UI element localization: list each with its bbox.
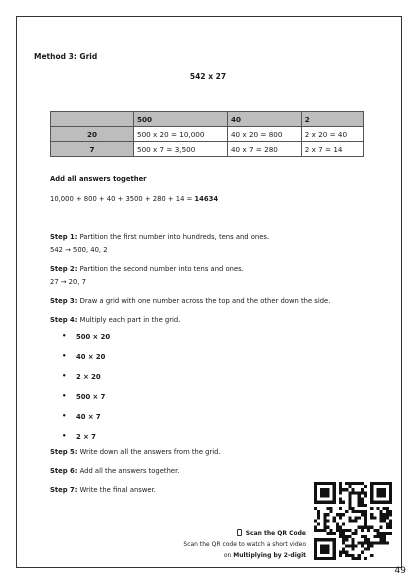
qr-line-1: Scan the QR code to watch a short video <box>183 541 306 548</box>
step-label: Step 3: <box>50 297 78 305</box>
step-3 <box>50 297 330 305</box>
add-heading: Add all answers together <box>50 175 147 183</box>
step-2 <box>50 265 244 273</box>
qr-line-2 <box>183 550 306 561</box>
grid-header-cell: 40 <box>227 112 301 127</box>
grid-table <box>50 111 364 157</box>
grid-header-row <box>51 112 364 127</box>
step-text: Add all the answers together. <box>79 467 180 475</box>
grid-corner-cell <box>51 112 134 127</box>
sum-line <box>50 195 218 203</box>
step-text: Write down all the answers from the grid. <box>79 448 221 456</box>
qr-code[interactable] <box>314 482 392 560</box>
page-number: 49 <box>394 566 406 576</box>
sum-result: 14634 <box>194 195 219 203</box>
multiplication-list <box>62 333 110 453</box>
step-text: Partition the second number into tens and ones. <box>79 265 244 273</box>
grid-row <box>51 127 364 142</box>
step-6 <box>50 467 179 475</box>
partition-second: 27 → 20, 7 <box>50 278 86 286</box>
phone-icon <box>237 529 242 536</box>
step-text: Draw a grid with one number across the top and the other down the side. <box>79 297 331 305</box>
list-item: • 500 × 7 <box>62 393 110 413</box>
qr-info <box>183 528 306 561</box>
list-item: • 500 × 20 <box>62 333 110 353</box>
step-text: Multiply each part in the grid. <box>79 316 181 324</box>
step-1 <box>50 233 269 241</box>
grid-cell: 40 x 7 = 280 <box>227 142 301 157</box>
grid-header-cell: 2 <box>301 112 363 127</box>
qr-title: Scan the QR Code <box>245 530 306 537</box>
step-5 <box>50 448 221 456</box>
step-label: Step 6: <box>50 467 78 475</box>
list-item: • 40 × 7 <box>62 413 110 433</box>
step-text: Partition the first number into hundreds, tens and ones. <box>79 233 270 241</box>
grid-cell: 500 x 7 = 3,500 <box>134 142 228 157</box>
qr-title-line <box>183 528 306 539</box>
step-text: Write the final answer. <box>79 486 156 494</box>
grid-cell: 2 x 7 = 14 <box>301 142 363 157</box>
grid-header-cell: 500 <box>134 112 228 127</box>
list-item: • 2 × 20 <box>62 373 110 393</box>
list-item: • 40 × 20 <box>62 353 110 373</box>
grid-cell: 40 x 20 = 800 <box>227 127 301 142</box>
sum-expression: 10,000 + 800 + 40 + 3500 + 280 + 14 = <box>50 195 195 203</box>
step-label: Step 4: <box>50 316 78 324</box>
grid-row <box>51 142 364 157</box>
step-label: Step 2: <box>50 265 78 273</box>
grid-cell: 500 x 20 = 10,000 <box>134 127 228 142</box>
qr-line-2-prefix: on <box>223 552 234 559</box>
grid-cell: 2 x 20 = 40 <box>301 127 363 142</box>
step-label: Step 7: <box>50 486 78 494</box>
method-title: Method 3: Grid <box>34 52 98 61</box>
step-label: Step 1: <box>50 233 78 241</box>
grid-row-label: 20 <box>51 127 134 142</box>
qr-topic: Multiplying by 2-digit <box>233 552 306 559</box>
grid-row-label: 7 <box>51 142 134 157</box>
step-4 <box>50 316 180 324</box>
list-item: • 2 × 7 <box>62 433 110 453</box>
step-7 <box>50 486 156 494</box>
partition-first: 542 → 500, 40, 2 <box>50 246 108 254</box>
step-label: Step 5: <box>50 448 78 456</box>
problem-expression: 542 x 27 <box>189 72 227 81</box>
